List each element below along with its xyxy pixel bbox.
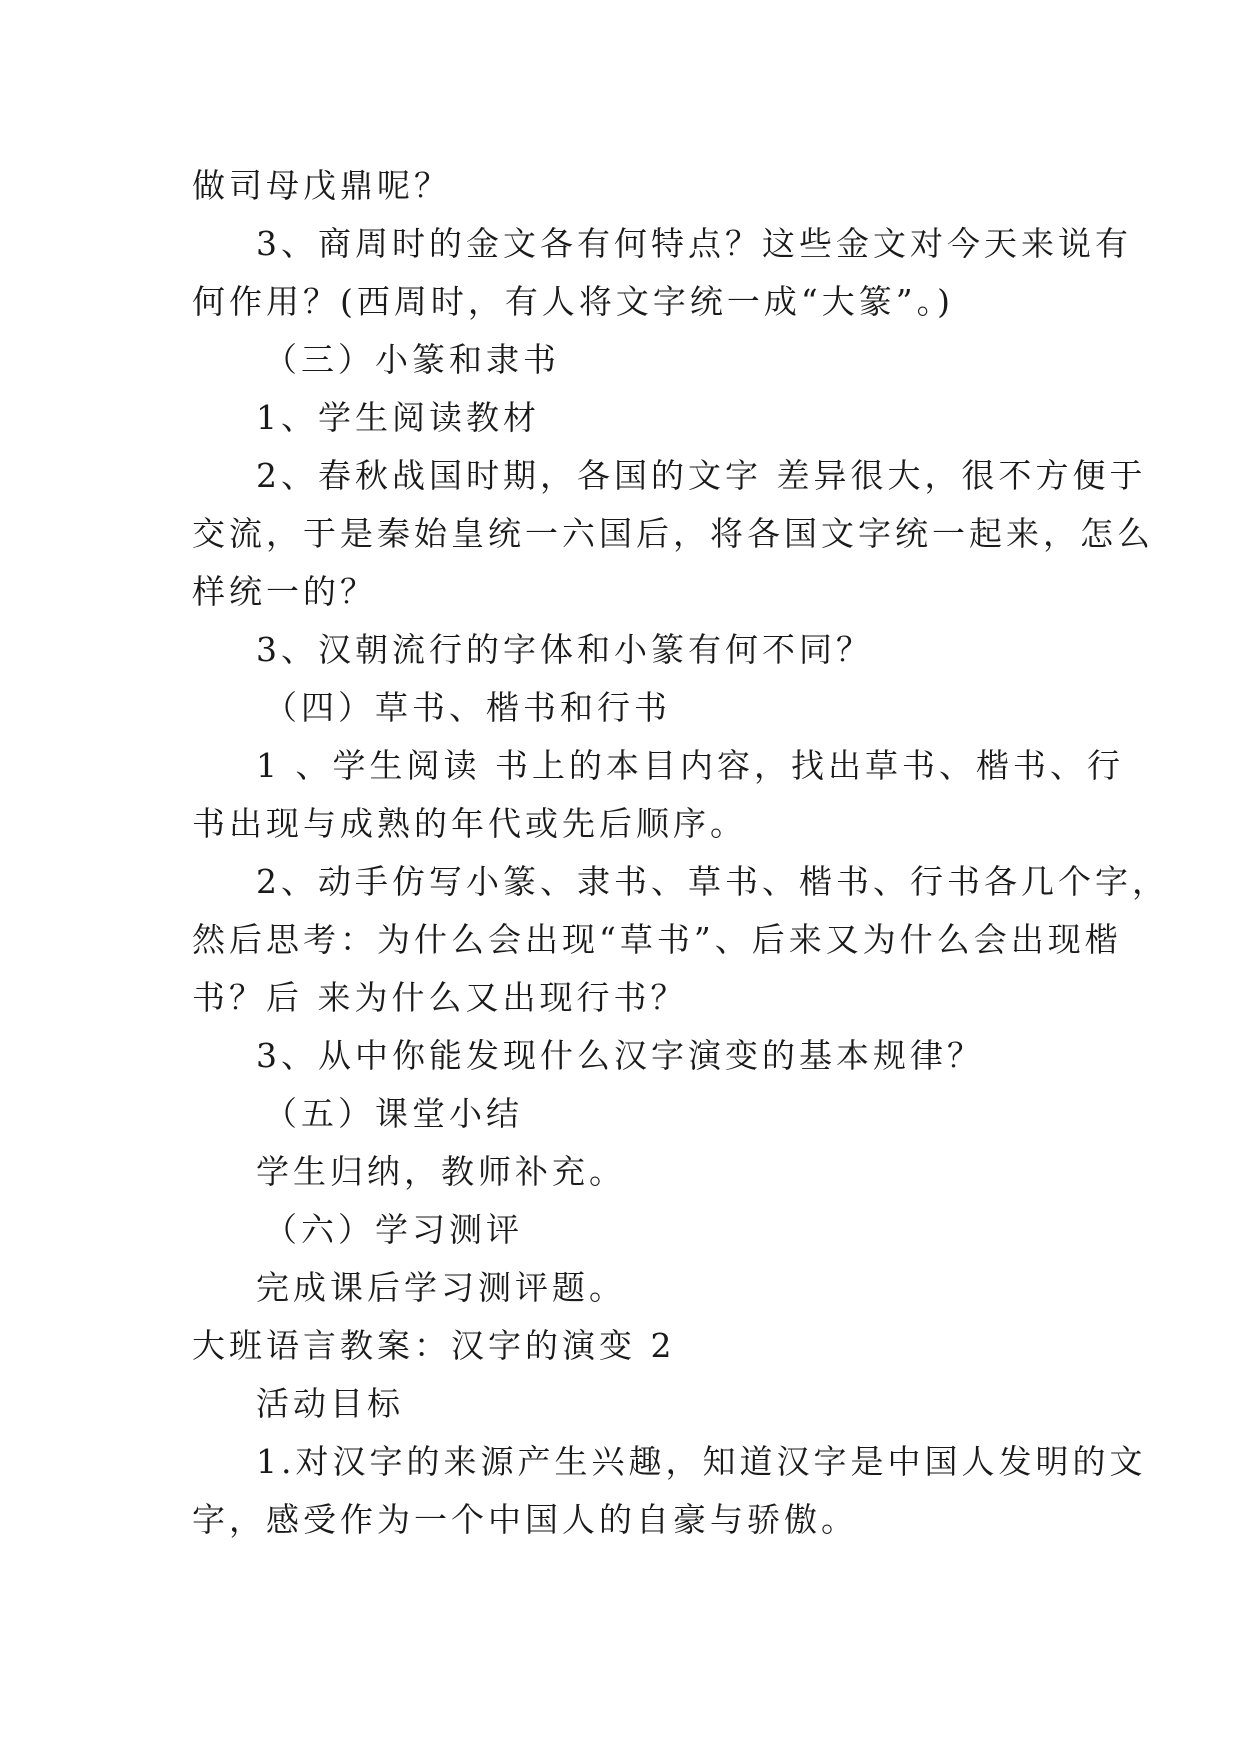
section-heading: （四）草书、楷书和行书 [264, 688, 671, 727]
text-line: 3、汉朝流行的字体和小篆有何不同？ [256, 630, 873, 669]
text-line: 2、动手仿写小篆、隶书、草书、楷书、行书各几个字， [256, 862, 1169, 901]
text-line: 何作用？(西周时，有人将文字统一成“大篆”。) [192, 282, 954, 321]
text-line: 1、学生阅读教材 [256, 398, 540, 437]
text-line: 书？后 来为什么又出现行书？ [192, 978, 688, 1017]
text-line: 书出现与成熟的年代或先后顺序。 [192, 804, 747, 843]
text-line: 2、春秋战国时期，各国的文字 差异很大，很不方便于 [256, 456, 1147, 495]
text-line: 样统一的？ [192, 572, 377, 611]
text-line: 3、从中你能发现什么汉字演变的基本规律？ [256, 1036, 984, 1075]
text-line: 1.对汉字的来源产生兴趣，知道汉字是中国人发明的文 [256, 1442, 1147, 1481]
text-line: 字，感受作为一个中国人的自豪与骄傲。 [192, 1500, 858, 1539]
text-line: 做司母戊鼎呢？ [192, 166, 451, 205]
section-heading: （三）小篆和隶书 [264, 340, 560, 379]
text-line: 1 、学生阅读 书上的本目内容，找出草书、楷书、行 [256, 746, 1124, 785]
text-line: 学生归纳，教师补充。 [256, 1152, 626, 1191]
text-line: 3、商周时的金文各有何特点？这些金文对今天来说有 [256, 224, 1132, 263]
section-heading: （五）课堂小结 [264, 1094, 523, 1133]
text-line: 交流，于是秦始皇统一六国后，将各国文字统一起来，怎么 [192, 514, 1154, 553]
section-heading: （六）学习测评 [264, 1210, 523, 1249]
text-line: 然后思考：为什么会出现“草书”、后来又为什么会出现楷 [192, 920, 1122, 959]
document-title: 大班语言教案：汉字的演变 2 [192, 1326, 676, 1365]
section-heading: 活动目标 [256, 1384, 404, 1423]
text-line: 完成课后学习测评题。 [256, 1268, 626, 1307]
